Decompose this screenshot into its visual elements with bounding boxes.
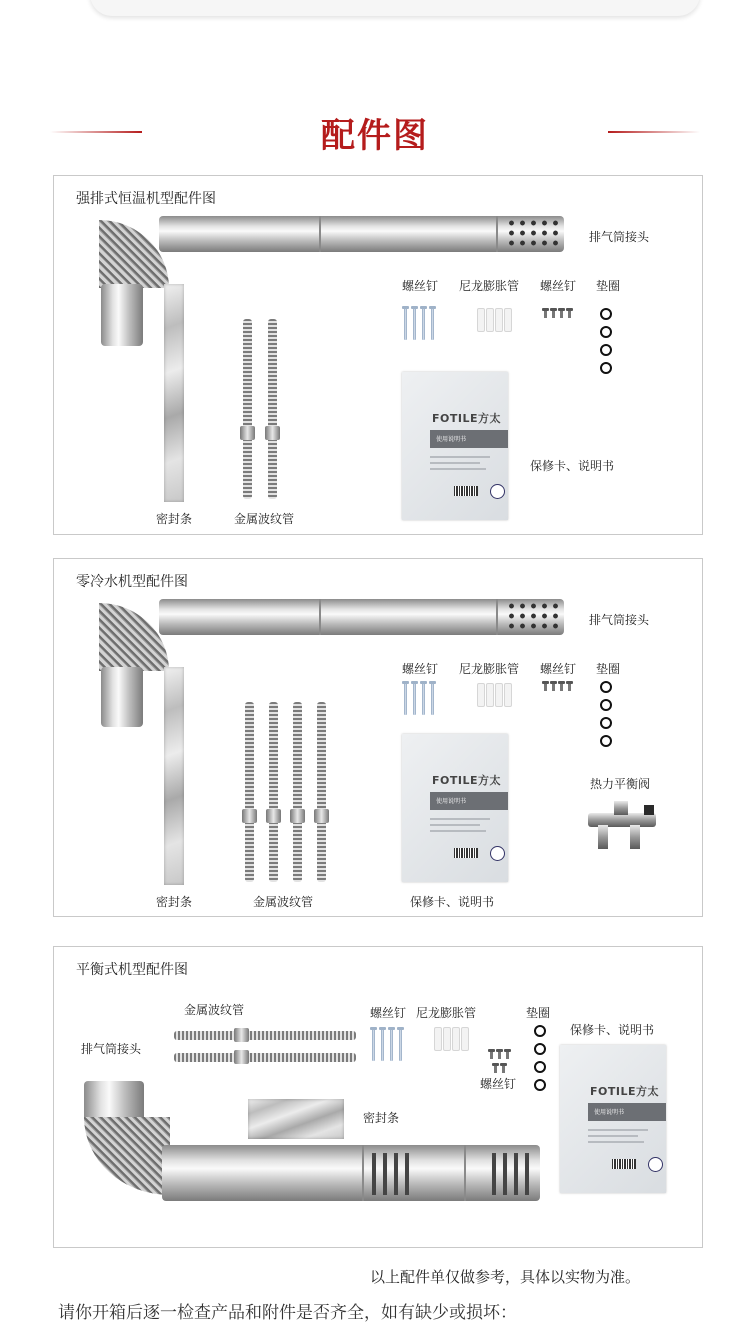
label-thermo-valve: 热力平衡阀 — [590, 777, 651, 791]
gasket-ring — [600, 699, 612, 711]
label-exhaust-head: 排气筒接头 — [81, 1042, 142, 1056]
screw-item — [399, 1029, 402, 1061]
screw-item — [413, 683, 416, 715]
metal-hose — [293, 702, 302, 882]
label-metal-hose: 金属波纹管 — [184, 1003, 245, 1017]
flue-vents — [372, 1153, 412, 1195]
screw-item — [413, 308, 416, 340]
label-seal-strip: 密封条 — [156, 895, 193, 909]
top-card — [90, 0, 700, 16]
screw-item — [431, 308, 434, 340]
metal-hose — [174, 1031, 356, 1040]
page-title: 配件图 — [321, 116, 429, 156]
anchor-item — [461, 1027, 469, 1051]
label-seal-strip: 密封条 — [363, 1111, 400, 1125]
anchor-item — [477, 308, 485, 332]
panel-balanced — [53, 946, 703, 1248]
screw-item — [404, 683, 407, 715]
panel-title: 零冷水机型配件图 — [76, 574, 188, 590]
metal-hose — [174, 1053, 356, 1062]
balanced-flue-pipe — [162, 1145, 540, 1201]
panel-zero-cold-water — [53, 558, 703, 917]
screw-item — [422, 683, 425, 715]
label-gasket: 垫圈 — [526, 1006, 551, 1020]
manual-barcode — [612, 1159, 636, 1169]
label-metal-hose: 金属波纹管 — [253, 895, 314, 909]
label-nylon-anchor: 尼龙膨胀管 — [459, 279, 520, 293]
screw-item — [431, 683, 434, 715]
manual-barcode — [454, 848, 478, 858]
footer-instruction: 请你开箱后逐一检查产品和附件是否齐全，如有缺少或损坏： — [58, 1303, 517, 1323]
flue-vents — [492, 1153, 532, 1195]
footer-note: 以上配件单仅做参考，具体以实物为准。 — [370, 1268, 641, 1286]
metal-hose — [243, 319, 252, 499]
metal-hose — [268, 319, 277, 499]
gasket-ring — [600, 735, 612, 747]
anchor-item — [443, 1027, 451, 1051]
screw-item — [372, 1029, 375, 1061]
anchor-item — [477, 683, 485, 707]
anchor-item — [495, 683, 503, 707]
label-screw: 螺丝钉 — [370, 1006, 407, 1020]
gasket-ring — [534, 1079, 546, 1091]
manual-cover-title: 使用说明书 — [594, 1109, 625, 1116]
gasket-ring — [600, 717, 612, 729]
gasket-ring — [600, 344, 612, 356]
metal-hose — [317, 702, 326, 882]
title-divider-right — [608, 131, 700, 133]
gasket-ring — [600, 681, 612, 693]
anchor-item — [504, 308, 512, 332]
gasket-ring — [534, 1043, 546, 1055]
label-screw: 螺丝钉 — [402, 662, 439, 676]
seal-strip — [164, 667, 184, 885]
manual-booklet — [560, 1045, 666, 1193]
anchor-item — [434, 1027, 442, 1051]
label-screw-small: 螺丝钉 — [480, 1077, 517, 1091]
label-warranty-manual: 保修卡、说明书 — [410, 895, 495, 909]
panel-constant-temp — [53, 175, 703, 535]
label-exhaust-head: 排气筒接头 — [589, 613, 650, 627]
label-gasket: 垫圈 — [596, 279, 621, 293]
label-gasket: 垫圈 — [596, 662, 621, 676]
anchor-item — [495, 308, 503, 332]
manual-booklet — [402, 734, 508, 882]
gasket-ring — [534, 1061, 546, 1073]
label-screw-small: 螺丝钉 — [540, 662, 577, 676]
elbow-bellows — [84, 1117, 170, 1195]
manual-brand: FOTILE方太 — [432, 412, 501, 425]
seal-strip — [164, 284, 184, 502]
gasket-ring — [600, 308, 612, 320]
metal-hose — [269, 702, 278, 882]
screw-item — [404, 308, 407, 340]
vertical-pipe — [101, 284, 143, 346]
anchor-item — [452, 1027, 460, 1051]
manual-brand: FOTILE方太 — [590, 1085, 659, 1098]
vertical-pipe — [101, 667, 143, 727]
seal-strip — [248, 1099, 344, 1139]
exhaust-pipe — [159, 599, 564, 635]
anchor-item — [504, 683, 512, 707]
exhaust-head-vents — [506, 218, 562, 250]
gasket-ring — [600, 362, 612, 374]
gasket-ring — [600, 326, 612, 338]
label-exhaust-head: 排气筒接头 — [589, 230, 650, 244]
label-nylon-anchor: 尼龙膨胀管 — [459, 662, 520, 676]
exhaust-pipe — [159, 216, 564, 252]
manual-cover-title: 使用说明书 — [436, 436, 467, 443]
label-screw: 螺丝钉 — [402, 279, 439, 293]
manual-brand: FOTILE方太 — [432, 774, 501, 787]
exhaust-head-vents — [506, 601, 562, 633]
manual-booklet — [402, 372, 508, 520]
panel-title: 强排式恒温机型配件图 — [76, 191, 216, 207]
manual-cover-title: 使用说明书 — [436, 798, 467, 805]
label-metal-hose: 金属波纹管 — [234, 512, 295, 526]
anchor-item — [486, 308, 494, 332]
screw-item — [390, 1029, 393, 1061]
panel-title: 平衡式机型配件图 — [76, 962, 188, 978]
metal-hose — [245, 702, 254, 882]
screw-item — [381, 1029, 384, 1061]
thermo-valve — [586, 795, 658, 855]
label-warranty-manual: 保修卡、说明书 — [530, 459, 615, 473]
label-screw-small: 螺丝钉 — [540, 279, 577, 293]
label-warranty-manual: 保修卡、说明书 — [570, 1023, 655, 1037]
label-nylon-anchor: 尼龙膨胀管 — [416, 1006, 477, 1020]
gasket-ring — [534, 1025, 546, 1037]
screw-item — [422, 308, 425, 340]
manual-barcode — [454, 486, 478, 496]
anchor-item — [486, 683, 494, 707]
label-seal-strip: 密封条 — [156, 512, 193, 526]
